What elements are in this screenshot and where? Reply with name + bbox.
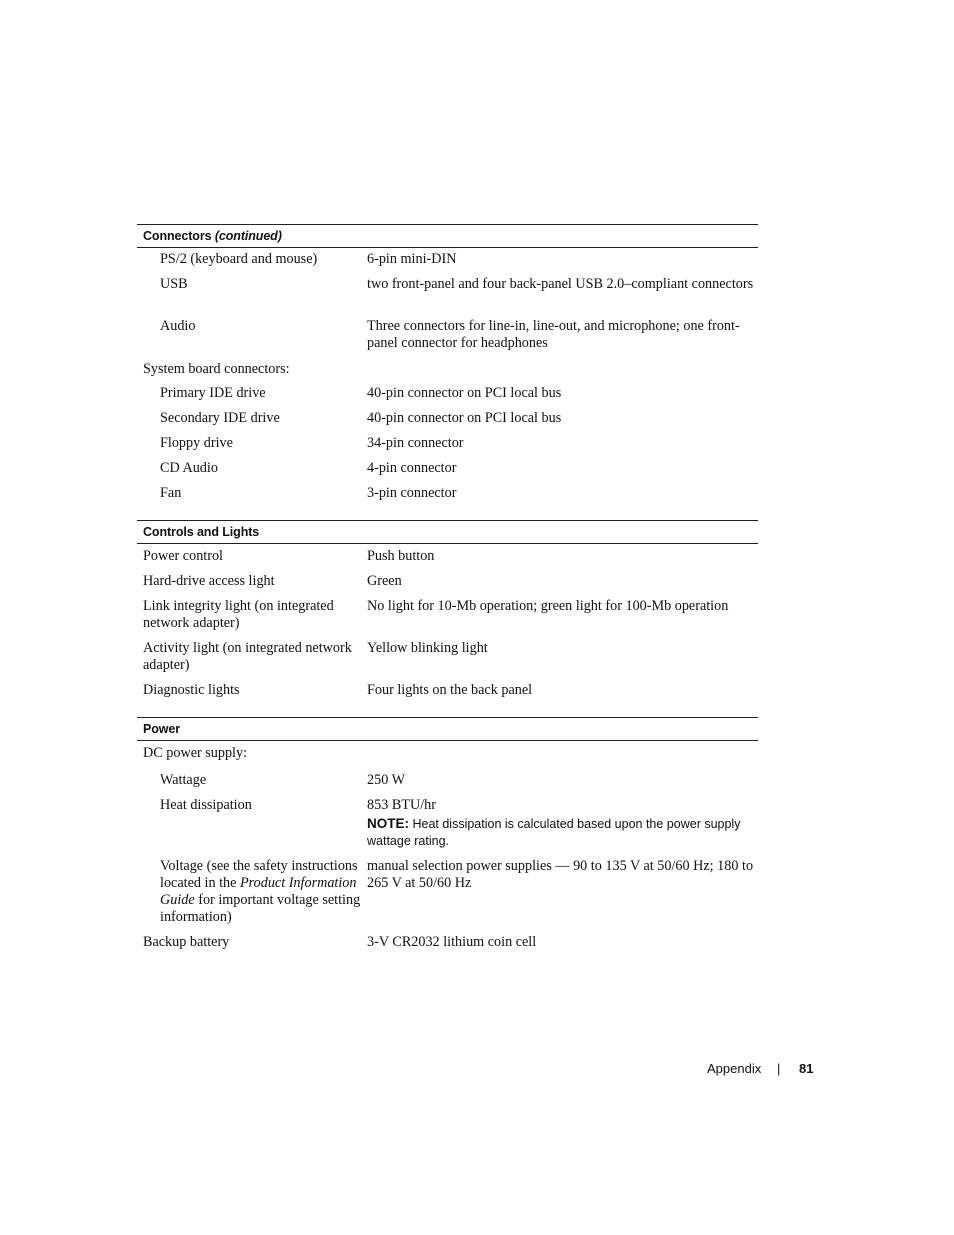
page-number: 81 <box>799 1061 814 1076</box>
power-table: Power DC power supply: Wattage 250 W Heat dissipation 853 BTU/hr NOTE: Heat dissipation is calculated based upon the power supply wattage rating. Voltage (see the safety instructions located in the Product Information Guide for important voltage setting information) manual selection power supplies — 90 to 135 V at 50/60 Hz; 180 to 265 V at 50/60 Hz Backup battery 3-V CR2032 lithium coin cell <box>137 717 758 962</box>
connectors-header: Connectors (continued) <box>137 224 758 248</box>
connectors-table: Connectors (continued) PS/2 (keyboard and mouse) 6-pin mini-DIN USB two front-panel and four back-panel USB 2.0–compliant connectors Audio Three connectors for line-in, line-out, and microphone; one front-panel connector for headphones System board connectors: Primary IDE drive 40-pin connector on PCI local bus Secondary IDE drive 40-pin connector on PCI local bus Floppy drive 34-pin connector CD Audio 4-pin connector Fan 3-pin connector <box>137 224 758 514</box>
footer-separator: | <box>777 1061 781 1076</box>
controls-table: Controls and Lights Power control Push button Hard-drive access light Green Link integrity light (on integrated network adapter) No light for 10-Mb operation; green light for 100-Mb operation Activity light (on integrated network adapter) Yellow blinking light Diagnostic lights Four lights on the back panel <box>137 520 758 710</box>
note-label: NOTE: <box>367 816 409 831</box>
product-info-guide-title: Product Information Guide <box>160 875 357 908</box>
power-header: Power <box>137 717 758 741</box>
continued-label: (continued) <box>214 229 282 243</box>
controls-header: Controls and Lights <box>137 520 758 544</box>
footer-section: Appendix <box>707 1061 762 1076</box>
note: NOTE: Heat dissipation is calculated based upon the power supply wattage rating. <box>367 816 741 848</box>
